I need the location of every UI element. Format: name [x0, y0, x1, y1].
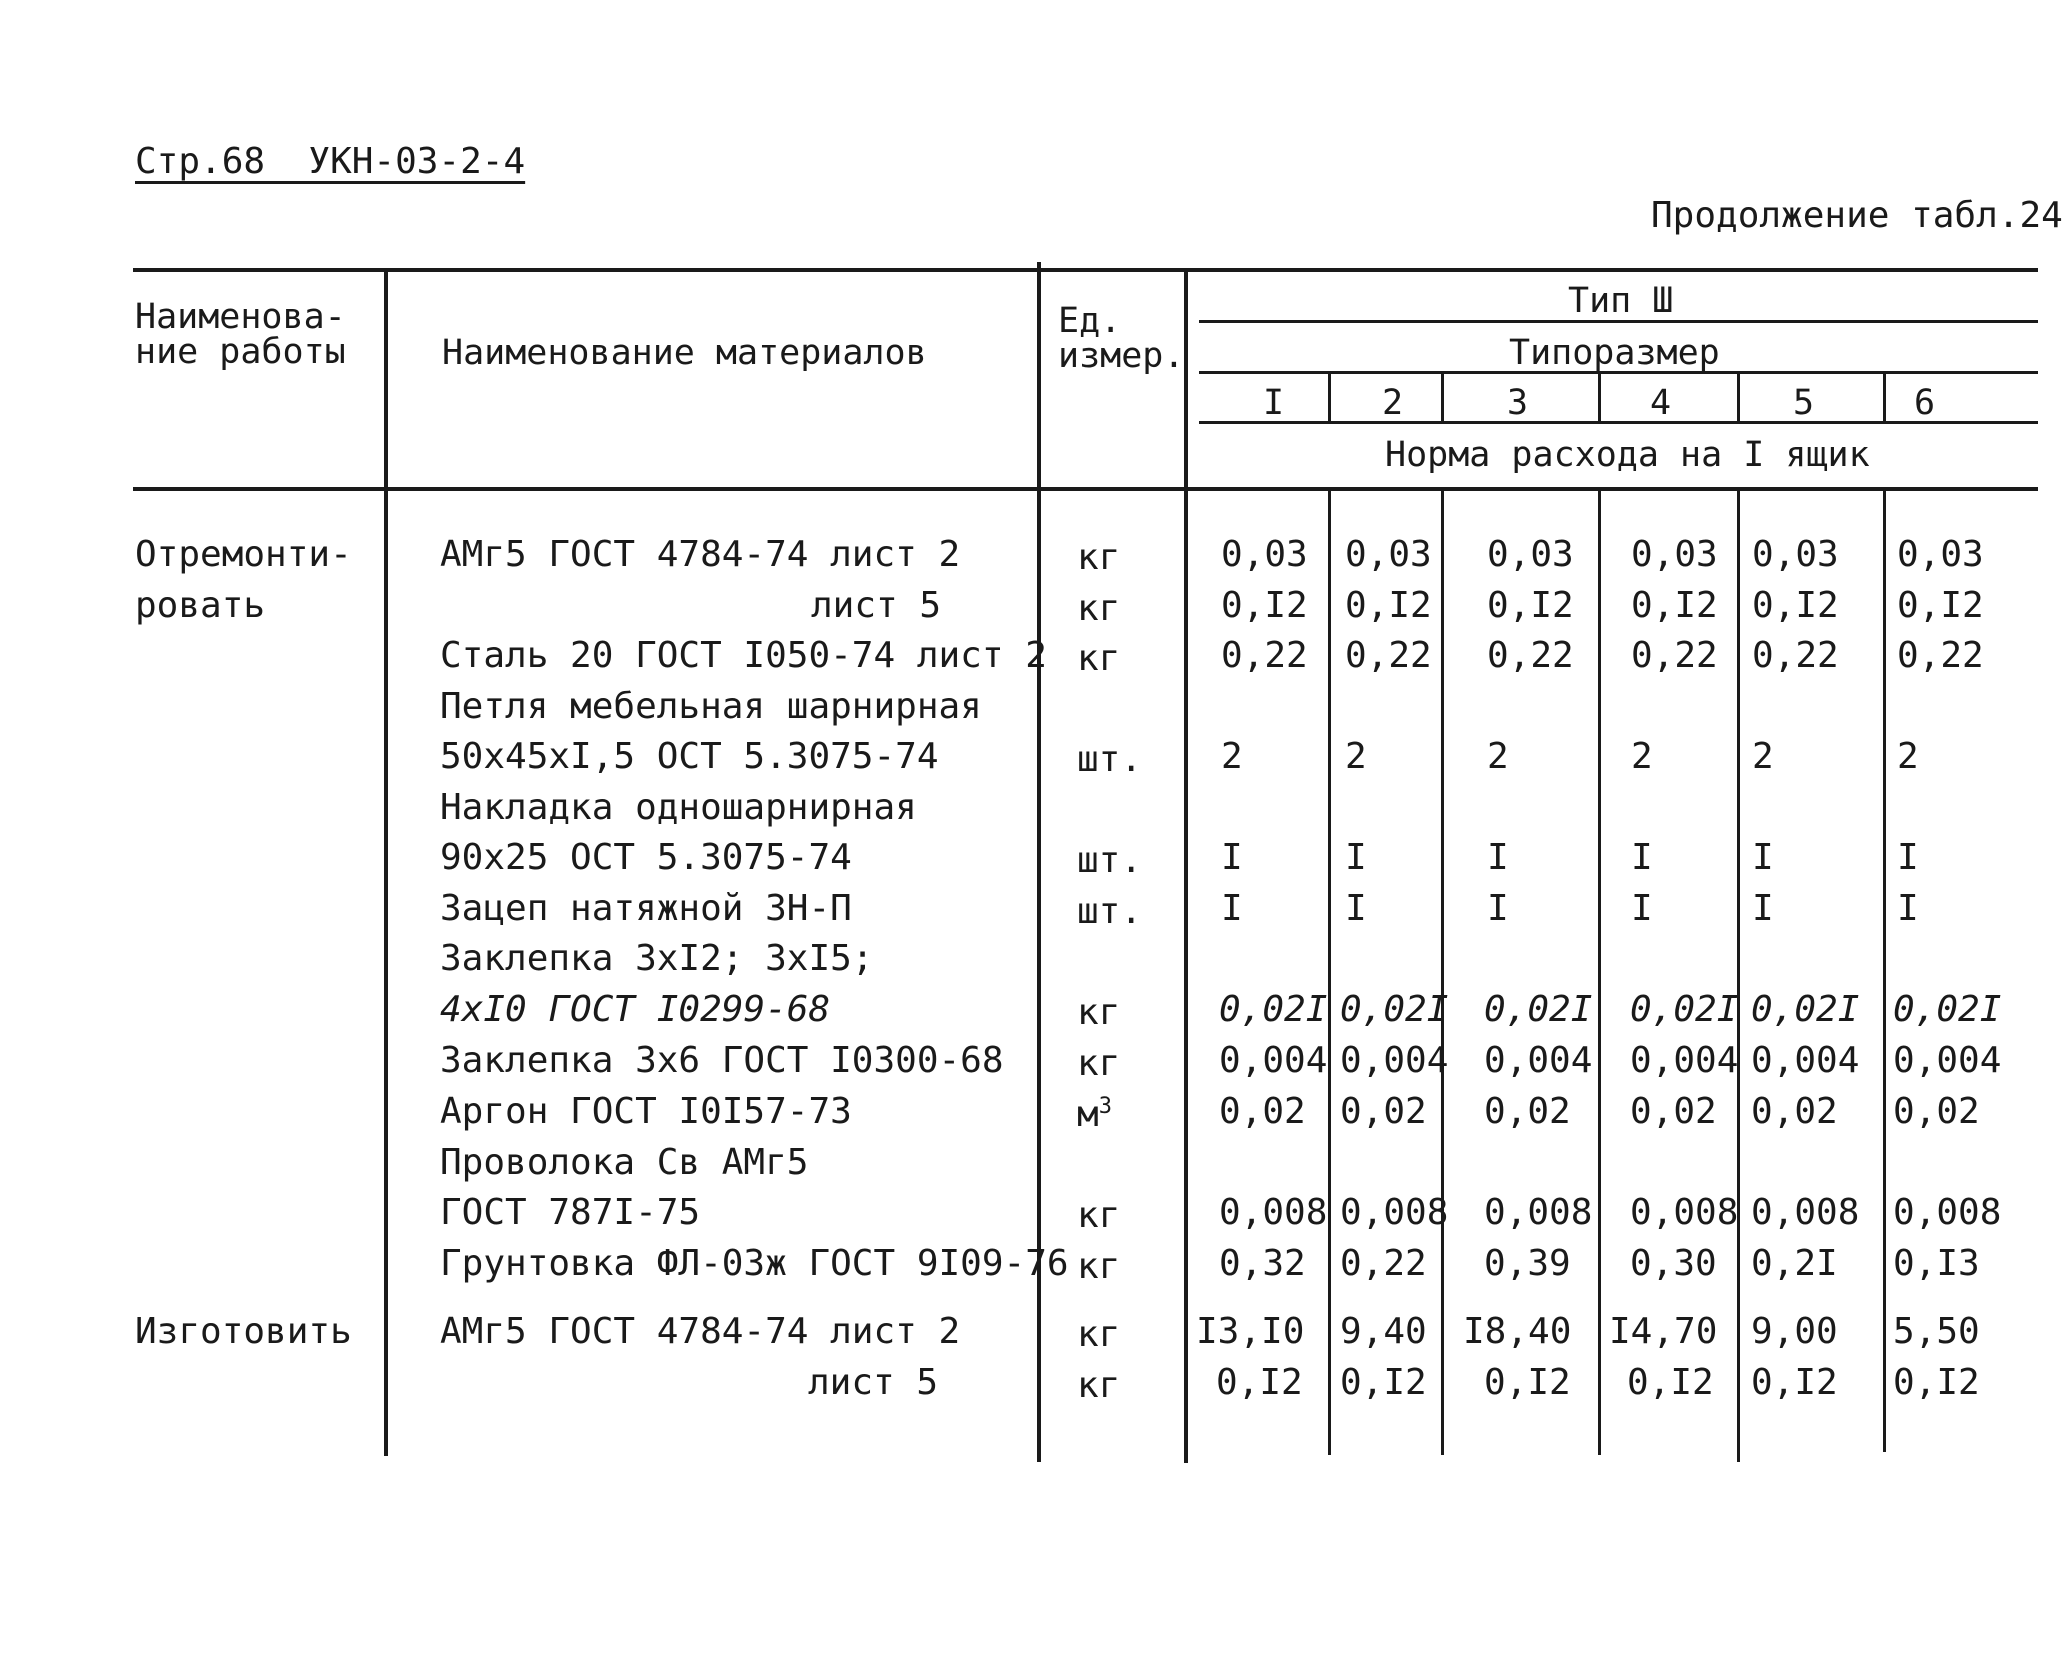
value-cell: 0,004 — [1484, 1040, 1593, 1081]
value-cell: I — [1752, 837, 1774, 878]
value-cell: I8,40 — [1463, 1311, 1572, 1352]
material-name: АМг5 ГОСТ 4784-74 лист 2 — [440, 534, 961, 575]
value-cell: 9,00 — [1751, 1311, 1838, 1352]
value-cell: 0,I2 — [1752, 585, 1839, 626]
value-cell: 0,004 — [1893, 1040, 2002, 1081]
material-name: Сталь 20 ГОСТ I050-74 лист 2 — [440, 635, 1047, 676]
value-cell: 0,22 — [1340, 1243, 1427, 1284]
header-consumption-norm: Норма расхода на I ящик — [1385, 435, 1870, 475]
value-cell: 0,008 — [1751, 1192, 1860, 1233]
value-cell: 0,I2 — [1893, 1362, 1980, 1403]
unit-cell: шт. — [1077, 739, 1143, 780]
value-cell: I — [1221, 888, 1243, 929]
header-column-number: 2 — [1382, 383, 1404, 423]
value-cell: 2 — [1221, 736, 1243, 777]
value-cell: 0,02I — [1484, 989, 1593, 1030]
value-cell: I — [1752, 888, 1774, 929]
value-cell: 0,I2 — [1340, 1362, 1427, 1403]
header-work-name: ние работы — [135, 332, 346, 372]
unit-cell: кг — [1077, 1195, 1121, 1236]
material-name: 50х45хI,5 ОСТ 5.3075-74 — [440, 736, 939, 777]
unit-cell: кг — [1077, 1365, 1121, 1406]
value-cell: 0,02 — [1484, 1091, 1571, 1132]
material-name: Грунтовка ФЛ-03ж ГОСТ 9I09-76 — [440, 1243, 1069, 1284]
value-cell: 0,I2 — [1484, 1362, 1571, 1403]
value-cell: 0,03 — [1221, 534, 1308, 575]
material-name: лист 5 — [808, 1362, 939, 1403]
material-name: 4хI0 ГОСТ I0299-68 — [440, 989, 831, 1030]
value-cell: 0,I2 — [1631, 585, 1718, 626]
unit-superscript: 3 — [1098, 1094, 1112, 1119]
value-cell: 0,008 — [1630, 1192, 1739, 1233]
value-cell: 0,03 — [1752, 534, 1839, 575]
value-cell: I3,I0 — [1196, 1311, 1305, 1352]
value-cell: 2 — [1345, 736, 1367, 777]
material-name: Проволока Св АМг5 — [440, 1142, 809, 1183]
header-unit: измер. — [1058, 336, 1185, 376]
work-name: Отремонти- — [135, 534, 352, 575]
unit-cell: кг — [1077, 1043, 1121, 1084]
column-number-divider-3 — [1598, 374, 1601, 422]
value-cell: I — [1345, 837, 1367, 878]
value-cell: 0,02 — [1893, 1091, 1980, 1132]
value-cell: 0,22 — [1221, 635, 1308, 676]
material-name: Накладка одношарнирная — [440, 787, 917, 828]
value-cell: I — [1221, 837, 1243, 878]
header-type: Тип Ш — [1568, 281, 1674, 321]
column-number-divider-5 — [1883, 374, 1886, 422]
value-cell: 0,I3 — [1893, 1243, 1980, 1284]
value-cell: 0,32 — [1219, 1243, 1306, 1284]
value-cell: 0,008 — [1893, 1192, 2002, 1233]
value-cell: I — [1487, 837, 1509, 878]
header-bottom-rule — [133, 487, 2038, 491]
value-cell: 0,2I — [1751, 1243, 1838, 1284]
value-column-divider-3 — [1598, 491, 1601, 1455]
value-cell: 0,02I — [1340, 989, 1449, 1030]
table-caption: Продолжение табл.24 — [1651, 195, 2063, 236]
column-divider-unit — [1184, 268, 1188, 1463]
value-cell: 0,008 — [1219, 1192, 1328, 1233]
unit-cell — [1077, 1095, 1112, 1135]
value-cell: 0,004 — [1340, 1040, 1449, 1081]
unit-cell: кг — [1077, 537, 1121, 578]
value-cell: I4,70 — [1609, 1311, 1718, 1352]
material-name: Петля мебельная шарнирная — [440, 686, 982, 727]
material-name: лист 5 — [811, 585, 942, 626]
material-name: Заклепка 3х6 ГОСТ I0300-68 — [440, 1040, 1004, 1081]
header-size: Типоразмер — [1509, 333, 1720, 373]
value-cell: 0,008 — [1484, 1192, 1593, 1233]
value-cell: I — [1487, 888, 1509, 929]
unit-cell: кг — [1077, 588, 1121, 629]
value-cell: 0,39 — [1484, 1243, 1571, 1284]
value-cell: 0,22 — [1487, 635, 1574, 676]
table-top-rule — [133, 268, 2038, 272]
value-cell: 0,I2 — [1897, 585, 1984, 626]
header-materials: Наименование материалов — [442, 333, 927, 373]
material-name: ГОСТ 787I-75 — [440, 1192, 701, 1233]
value-cell: 0,008 — [1340, 1192, 1449, 1233]
value-cell: 2 — [1631, 736, 1653, 777]
value-cell: 0,I2 — [1221, 585, 1308, 626]
value-cell: 5,50 — [1893, 1311, 1980, 1352]
material-name: Заклепка 3хI2; 3хI5; — [440, 938, 874, 979]
value-cell: 0,03 — [1631, 534, 1718, 575]
value-column-divider-4 — [1737, 491, 1740, 1462]
column-number-divider-4 — [1737, 374, 1740, 422]
value-cell: I — [1897, 837, 1919, 878]
value-cell: 2 — [1487, 736, 1509, 777]
material-name: Зацеп натяжной 3Н-П — [440, 888, 852, 929]
value-cell: 0,I2 — [1345, 585, 1432, 626]
value-cell: 0,004 — [1751, 1040, 1860, 1081]
value-cell: 0,02 — [1630, 1091, 1717, 1132]
column-number-divider-2 — [1441, 374, 1444, 422]
material-name: Аргон ГОСТ I0I57-73 — [440, 1091, 852, 1132]
value-cell: 0,03 — [1345, 534, 1432, 575]
header-column-number: 3 — [1507, 383, 1529, 423]
value-column-divider-2 — [1441, 491, 1444, 1455]
work-name: Изготовить — [135, 1311, 352, 1352]
value-cell: 0,I2 — [1627, 1362, 1714, 1403]
value-cell: 0,22 — [1631, 635, 1718, 676]
unit-cell: кг — [1077, 638, 1121, 679]
value-cell: 0,I2 — [1751, 1362, 1838, 1403]
value-cell: 0,22 — [1897, 635, 1984, 676]
value-cell: I — [1631, 837, 1653, 878]
value-cell: 0,22 — [1752, 635, 1839, 676]
header-column-number: 6 — [1914, 383, 1936, 423]
value-cell: 0,03 — [1897, 534, 1984, 575]
value-column-divider-5 — [1883, 491, 1886, 1452]
unit-cell: кг — [1077, 1246, 1121, 1287]
value-column-divider-1 — [1328, 491, 1331, 1455]
material-name: АМг5 ГОСТ 4784-74 лист 2 — [440, 1311, 961, 1352]
column-number-divider-1 — [1328, 374, 1331, 422]
value-cell: 0,004 — [1630, 1040, 1739, 1081]
value-cell: 0,02 — [1219, 1091, 1306, 1132]
value-cell: 0,22 — [1345, 635, 1432, 676]
header-column-number: 5 — [1793, 383, 1815, 423]
header-column-number: 4 — [1650, 383, 1672, 423]
value-cell: 0,30 — [1630, 1243, 1717, 1284]
unit-cell: шт. — [1077, 891, 1143, 932]
work-name: ровать — [135, 585, 266, 626]
column-number-rule — [1199, 421, 2038, 424]
value-cell: I — [1345, 888, 1367, 929]
unit-cell: кг — [1077, 992, 1121, 1033]
value-cell: I — [1631, 888, 1653, 929]
value-cell: 0,02I — [1751, 989, 1860, 1030]
value-cell: 0,03 — [1487, 534, 1574, 575]
value-cell: 0,02I — [1630, 989, 1739, 1030]
header-column-number: I — [1263, 383, 1285, 423]
value-cell: 9,40 — [1340, 1311, 1427, 1352]
value-cell: 0,I2 — [1487, 585, 1574, 626]
value-cell: 0,02 — [1340, 1091, 1427, 1132]
value-cell: 0,02 — [1751, 1091, 1838, 1132]
page-reference: Стр.68 УКН-03-2-4 — [135, 141, 526, 182]
value-cell: I — [1897, 888, 1919, 929]
header-work-name: Наименова- — [135, 297, 346, 337]
value-cell: 0,02I — [1219, 989, 1328, 1030]
value-cell: 2 — [1752, 736, 1774, 777]
column-divider-work — [384, 268, 388, 1456]
value-cell: 0,004 — [1219, 1040, 1328, 1081]
material-name: 90х25 ОСТ 5.3075-74 — [440, 837, 852, 878]
unit-cell: кг — [1077, 1314, 1121, 1355]
value-cell: 0,I2 — [1216, 1362, 1303, 1403]
value-cell: 0,02I — [1893, 989, 2002, 1030]
header-unit: Ед. — [1058, 301, 1122, 341]
value-cell: 2 — [1897, 736, 1919, 777]
unit-text: м — [1077, 1094, 1099, 1135]
unit-cell: шт. — [1077, 840, 1143, 881]
